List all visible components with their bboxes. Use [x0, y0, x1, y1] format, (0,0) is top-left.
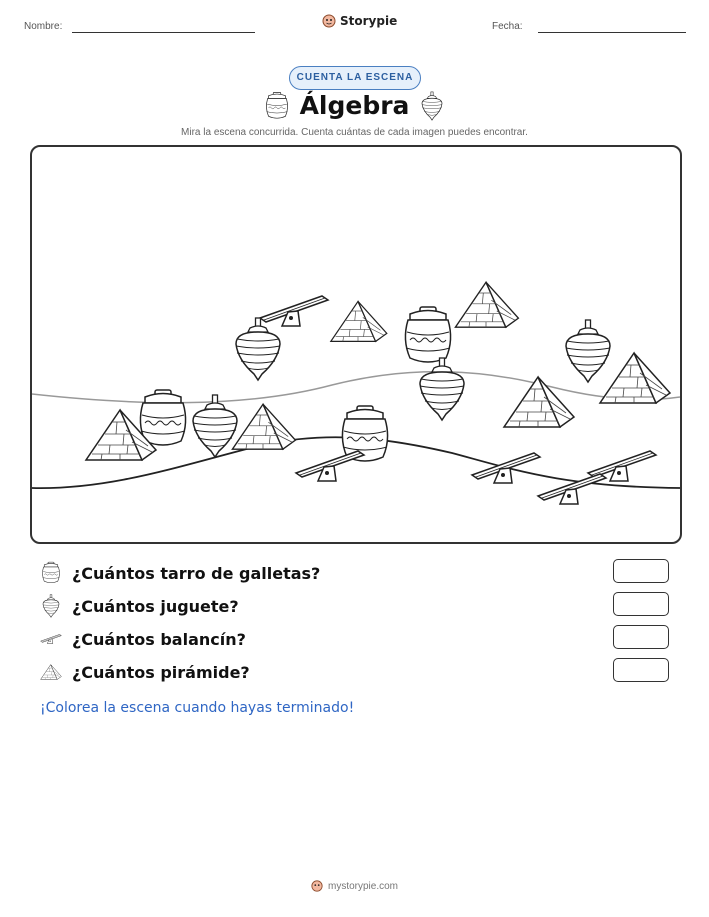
spinning-top-illustration	[193, 395, 237, 457]
date-label: Fecha:	[492, 21, 523, 32]
question-text: ¿Cuántos tarro de galletas?	[72, 563, 321, 583]
question-seesaw	[40, 627, 246, 651]
cookie-jar-illustration	[405, 307, 450, 362]
pyramid-illustration	[455, 282, 518, 327]
pyramid-icon	[40, 660, 62, 684]
pyramid-illustration	[504, 377, 574, 427]
cookie-jar-icon	[40, 561, 62, 585]
question-text: ¿Cuántos pirámide?	[72, 662, 250, 682]
answer-box-seesaw[interactable]	[613, 625, 669, 649]
question-spinning-top	[40, 594, 239, 618]
pyramid-illustration	[232, 404, 295, 449]
pyramid-illustration	[600, 353, 670, 403]
cookie-jar-illustration	[140, 390, 185, 445]
footer	[0, 880, 709, 892]
scene-badge: CUENTA LA ESCENA	[289, 66, 421, 90]
brand-name: Storypie	[340, 14, 398, 28]
page-title: Álgebra	[299, 91, 410, 120]
cookie-jar-illustration	[342, 406, 387, 461]
date-field[interactable]	[538, 32, 686, 33]
scene-illustration	[32, 147, 680, 542]
spinning-top-illustration	[566, 320, 610, 382]
name-label: Nombre:	[24, 21, 63, 32]
answer-box-spinning-top[interactable]	[613, 592, 669, 616]
scene-frame	[30, 145, 682, 544]
seesaw-icon	[40, 627, 62, 651]
spinning-top-illustration	[236, 318, 280, 380]
seesaw-illustration	[260, 296, 328, 326]
question-cookie-jar	[40, 561, 320, 585]
instructions: Mira la escena concurrida. Cuenta cuántas de cada imagen puedes encontrar.	[181, 127, 528, 138]
question-text: ¿Cuántos balancín?	[72, 629, 246, 649]
seesaw-illustration	[472, 453, 540, 483]
brand-mascot-icon	[322, 14, 336, 28]
spinning-top-icon	[40, 594, 62, 618]
footer-mascot-icon	[311, 880, 323, 892]
closing-instruction: ¡Colorea la escena cuando hayas terminado!	[40, 700, 355, 716]
pyramid-illustration	[331, 301, 387, 341]
spinning-top-icon	[418, 91, 446, 121]
seesaw-illustration	[296, 451, 364, 481]
answer-box-cookie-jar[interactable]	[613, 559, 669, 583]
answer-box-pyramid[interactable]	[613, 658, 669, 682]
seesaw-illustration	[538, 474, 606, 504]
question-text: ¿Cuántos juguete?	[72, 596, 239, 616]
footer-url[interactable]: mystorypie.com	[327, 880, 398, 892]
spinning-top-illustration	[420, 358, 464, 420]
brand-logo	[322, 14, 397, 28]
name-field[interactable]	[72, 32, 255, 33]
question-pyramid	[40, 660, 250, 684]
